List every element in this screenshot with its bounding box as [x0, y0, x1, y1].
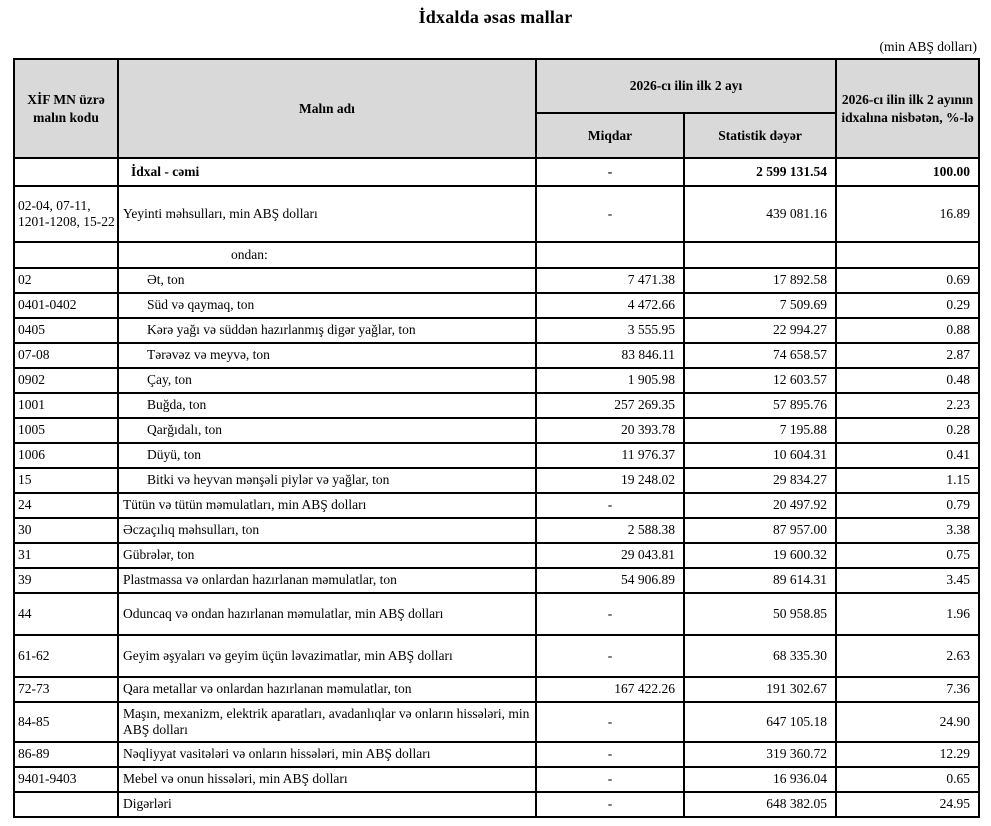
share-cell: 0.79	[836, 493, 979, 518]
qty-cell: -	[536, 593, 684, 635]
table-row	[14, 393, 979, 418]
table-row	[14, 493, 979, 518]
value-cell: 319 360.72	[684, 742, 836, 767]
share-cell: 0.75	[836, 543, 979, 568]
name-cell: Mebel və onun hissələri, min ABŞ dolları	[118, 767, 536, 792]
code-cell: 0405	[14, 318, 118, 343]
table-row	[14, 343, 979, 368]
header-value: Statistik dəyər	[684, 113, 836, 158]
qty-cell: 20 393.78	[536, 418, 684, 443]
code-cell: 02-04, 07-11, 1201-1208, 15-22	[14, 186, 118, 242]
value-cell	[684, 242, 836, 268]
table-row	[14, 568, 979, 593]
header-code: XİF MN üzrə malın kodu	[14, 59, 118, 158]
name-cell: Gübrələr, ton	[118, 543, 536, 568]
name-cell: Süd və qaymaq, ton	[118, 293, 536, 318]
share-cell: 0.65	[836, 767, 979, 792]
qty-cell: 29 043.81	[536, 543, 684, 568]
code-cell: 72-73	[14, 677, 118, 702]
qty-cell: 2 588.38	[536, 518, 684, 543]
qty-cell: -	[536, 702, 684, 742]
code-cell: 1006	[14, 443, 118, 468]
code-cell: 61-62	[14, 635, 118, 677]
code-cell: 07-08	[14, 343, 118, 368]
code-cell	[14, 792, 118, 817]
code-cell	[14, 158, 118, 186]
value-cell: 74 658.57	[684, 343, 836, 368]
table-row	[14, 677, 979, 702]
qty-cell	[536, 242, 684, 268]
share-cell: 100.00	[836, 158, 979, 186]
name-cell: Plastmassa və onlardan hazırlanan məmulatlar, ton	[118, 568, 536, 593]
code-cell: 1005	[14, 418, 118, 443]
share-cell: 2.63	[836, 635, 979, 677]
qty-cell: -	[536, 767, 684, 792]
table-row	[14, 635, 979, 677]
name-cell: Kərə yağı və süddən hazırlanmış digər yağlar, ton	[118, 318, 536, 343]
qty-cell: 7 471.38	[536, 268, 684, 293]
value-cell: 647 105.18	[684, 702, 836, 742]
unit-note: (min ABŞ dolları)	[879, 39, 977, 54]
qty-cell: -	[536, 158, 684, 186]
qty-cell: 83 846.11	[536, 343, 684, 368]
value-cell: 10 604.31	[684, 443, 836, 468]
share-cell: 1.96	[836, 593, 979, 635]
table-row	[14, 186, 979, 242]
qty-cell: -	[536, 186, 684, 242]
name-cell: Buğda, ton	[118, 393, 536, 418]
share-cell: 2.87	[836, 343, 979, 368]
header-quantity: Miqdar	[536, 113, 684, 158]
value-cell: 68 335.30	[684, 635, 836, 677]
table-row	[14, 368, 979, 393]
table-row	[14, 702, 979, 742]
share-cell: 0.48	[836, 368, 979, 393]
qty-cell: 54 906.89	[536, 568, 684, 593]
code-cell: 1001	[14, 393, 118, 418]
table-row	[14, 418, 979, 443]
table-row	[14, 518, 979, 543]
value-cell: 57 895.76	[684, 393, 836, 418]
name-cell: Tütün və tütün məmulatları, min ABŞ dolları	[118, 493, 536, 518]
name-cell: Qarğıdalı, ton	[118, 418, 536, 443]
code-cell: 31	[14, 543, 118, 568]
table-body	[14, 158, 979, 817]
code-cell: 39	[14, 568, 118, 593]
code-cell: 02	[14, 268, 118, 293]
value-cell: 16 936.04	[684, 767, 836, 792]
value-cell: 22 994.27	[684, 318, 836, 343]
name-cell: Əczaçılıq məhsulları, ton	[118, 518, 536, 543]
name-cell: ondan:	[118, 242, 536, 268]
code-cell: 9401-9403	[14, 767, 118, 792]
value-cell: 17 892.58	[684, 268, 836, 293]
share-cell: 12.29	[836, 742, 979, 767]
header-share: 2026-cı ilin ilk 2 ayının idxalına nisbətən, %-lə	[836, 59, 979, 158]
value-cell: 50 958.85	[684, 593, 836, 635]
table-row	[14, 242, 979, 268]
table-row	[14, 767, 979, 792]
value-cell: 19 600.32	[684, 543, 836, 568]
imports-table	[13, 58, 980, 818]
share-cell: 7.36	[836, 677, 979, 702]
share-cell	[836, 242, 979, 268]
qty-cell: -	[536, 792, 684, 817]
qty-cell: -	[536, 742, 684, 767]
name-cell: Geyim əşyaları və geyim üçün ləvazimatlar, min ABŞ dolları	[118, 635, 536, 677]
qty-cell: -	[536, 493, 684, 518]
code-cell: 44	[14, 593, 118, 635]
qty-cell: 257 269.35	[536, 393, 684, 418]
share-cell: 3.38	[836, 518, 979, 543]
name-cell: Yeyinti məhsulları, min ABŞ dolları	[118, 186, 536, 242]
header-name: Malın adı	[118, 59, 536, 158]
share-cell: 0.69	[836, 268, 979, 293]
share-cell: 0.88	[836, 318, 979, 343]
code-cell	[14, 242, 118, 268]
name-cell: Maşın, mexanizm, elektrik aparatları, avadanlıqlar və onların hissələri, min ABŞ dolları	[118, 702, 536, 742]
name-cell: Tərəvəz və meyvə, ton	[118, 343, 536, 368]
code-cell: 15	[14, 468, 118, 493]
share-cell: 0.41	[836, 443, 979, 468]
header-row-top	[14, 59, 979, 113]
share-cell: 16.89	[836, 186, 979, 242]
name-cell: Oduncaq və ondan hazırlanan məmulatlar, min ABŞ dolları	[118, 593, 536, 635]
qty-cell: 4 472.66	[536, 293, 684, 318]
share-cell: 2.23	[836, 393, 979, 418]
code-cell: 84-85	[14, 702, 118, 742]
table-header	[14, 59, 979, 158]
name-cell: Nəqliyyat vasitələri və onların hissələri, min ABŞ dolları	[118, 742, 536, 767]
name-cell: Digərləri	[118, 792, 536, 817]
table-row	[14, 792, 979, 817]
page-title: İdxalda əsas mallar	[418, 7, 573, 27]
qty-cell: 1 905.98	[536, 368, 684, 393]
table-row	[14, 293, 979, 318]
header-period-group: 2026-cı ilin ilk 2 ayı	[536, 59, 836, 113]
table-row	[14, 593, 979, 635]
table-row	[14, 268, 979, 293]
name-cell: Çay, ton	[118, 368, 536, 393]
code-cell: 86-89	[14, 742, 118, 767]
table-row	[14, 742, 979, 767]
code-cell: 0902	[14, 368, 118, 393]
share-cell: 0.29	[836, 293, 979, 318]
name-cell: Ət, ton	[118, 268, 536, 293]
value-cell: 191 302.67	[684, 677, 836, 702]
share-cell: 24.90	[836, 702, 979, 742]
value-cell: 7 509.69	[684, 293, 836, 318]
value-cell: 87 957.00	[684, 518, 836, 543]
value-cell: 29 834.27	[684, 468, 836, 493]
name-cell: Qara metallar və onlardan hazırlanan məmulatlar, ton	[118, 677, 536, 702]
name-cell: İdxal - cəmi	[118, 158, 536, 186]
qty-cell: 3 555.95	[536, 318, 684, 343]
qty-cell: 167 422.26	[536, 677, 684, 702]
code-cell: 30	[14, 518, 118, 543]
name-cell: Bitki və heyvan mənşəli piylər və yağlar, ton	[118, 468, 536, 493]
table-row	[14, 468, 979, 493]
code-cell: 24	[14, 493, 118, 518]
value-cell: 89 614.31	[684, 568, 836, 593]
share-cell: 24.95	[836, 792, 979, 817]
value-cell: 439 081.16	[684, 186, 836, 242]
share-cell: 3.45	[836, 568, 979, 593]
qty-cell: -	[536, 635, 684, 677]
table-row	[14, 158, 979, 186]
value-cell: 648 382.05	[684, 792, 836, 817]
table-row	[14, 318, 979, 343]
table-row	[14, 443, 979, 468]
value-cell: 12 603.57	[684, 368, 836, 393]
qty-cell: 11 976.37	[536, 443, 684, 468]
value-cell: 7 195.88	[684, 418, 836, 443]
share-cell: 0.28	[836, 418, 979, 443]
value-cell: 20 497.92	[684, 493, 836, 518]
qty-cell: 19 248.02	[536, 468, 684, 493]
table-row	[14, 543, 979, 568]
share-cell: 1.15	[836, 468, 979, 493]
code-cell: 0401-0402	[14, 293, 118, 318]
name-cell: Düyü, ton	[118, 443, 536, 468]
value-cell: 2 599 131.54	[684, 158, 836, 186]
